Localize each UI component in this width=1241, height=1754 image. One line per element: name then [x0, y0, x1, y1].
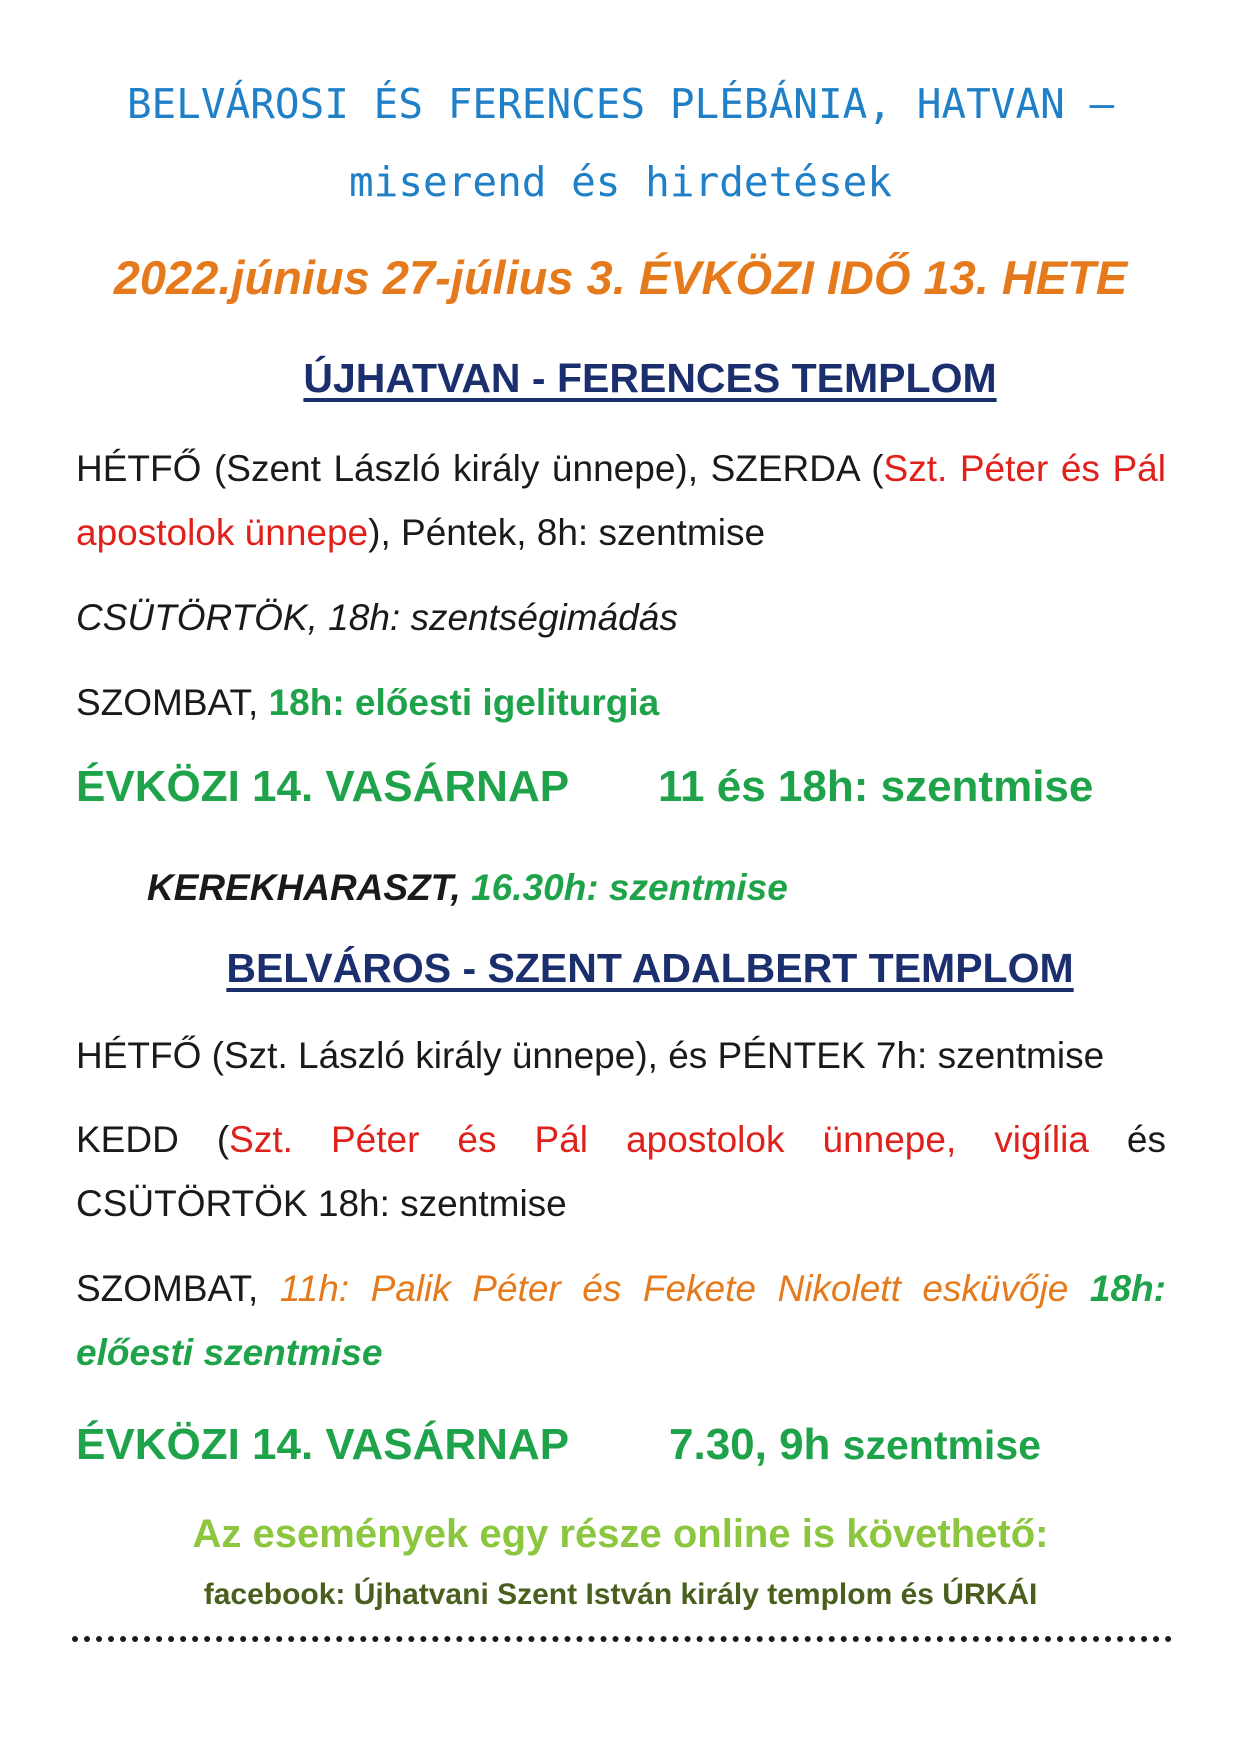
ferences-feast-highlight: Szt. Péter és Pál apostolok ünnepe [76, 448, 1166, 553]
belvaros-section-title: BELVÁROS - SZENT ADALBERT TEMPLOM [226, 945, 1074, 991]
ferences-sunday-time: 11 és 18h: szentmise [658, 762, 1094, 811]
week-dateline: 2022.június 27-július 3. ÉVKÖZI IDŐ 13. HETE [113, 251, 1128, 304]
belvaros-tuesday-thursday [76, 1108, 1166, 1236]
ferences-sunday-label: ÉVKÖZI 14. VASÁRNAP [76, 762, 570, 811]
kerekharaszt-line [147, 856, 1047, 920]
belvaros-saturday-mass: 18h: előesti szentmise [76, 1268, 1166, 1373]
belvaros-saturday-label: SZOMBAT, [76, 1268, 280, 1309]
parish-subheader: miserend és hirdetések [348, 158, 893, 206]
parish-header: BELVÁROSI ÉS FERENCES PLÉBÁNIA, HATVAN – [126, 80, 1115, 128]
belvaros-feast-highlight: Szt. Péter és Pál apostolok ünnepe, vigília [229, 1119, 1089, 1160]
belvaros-sunday-hours: 7.30, 9h [669, 1420, 831, 1469]
ferences-weekday-masses [76, 437, 1166, 565]
belvaros-wedding: 11h: Palik Péter és Fekete Nikolett esküvője [279, 1268, 1069, 1309]
belvaros-sunday-mass: szentmise [842, 1422, 1041, 1468]
facebook-notice: facebook: Újhatvani Szent István király templom és ÚRKÁI [203, 1578, 1038, 1611]
ferences-weekday-text-a: HÉTFŐ (Szent László király ünnepe), SZERDA ( [76, 448, 884, 489]
kerekharaszt-time: 16.30h: szentmise [471, 867, 788, 908]
ferences-saturday-label: SZOMBAT, [76, 682, 269, 723]
kerekharaszt-label: KEREKHARASZT, [147, 867, 461, 908]
belvaros-sunday-label: ÉVKÖZI 14. VASÁRNAP [76, 1420, 570, 1469]
belvaros-saturday [76, 1257, 1166, 1385]
ferences-saturday-liturgy: 18h: előesti igeliturgia [268, 682, 660, 723]
ferences-section-title: ÚJHATVAN - FERENCES TEMPLOM [303, 355, 997, 401]
dotted-divider [72, 1636, 1172, 1642]
ferences-thursday-adoration: CSÜTÖRTÖK, 18h: szentségimádás [76, 597, 678, 638]
ferences-saturday [76, 671, 1166, 735]
belvaros-sunday-time [669, 1420, 1041, 1470]
belvaros-monday-friday: HÉTFŐ (Szt. László király ünnepe), és PÉNTEK 7h: szentmise [76, 1035, 1105, 1076]
ferences-weekday-text-b: ), Péntek, 8h: szentmise [368, 512, 766, 553]
belvaros-tuesday-text-a: KEDD ( [76, 1119, 230, 1160]
online-notice: Az események egy része online is követhető: [192, 1512, 1049, 1556]
belvaros-tuesday-text-b: és CSÜTÖRTÖK 18h: szentmise [76, 1119, 1167, 1224]
